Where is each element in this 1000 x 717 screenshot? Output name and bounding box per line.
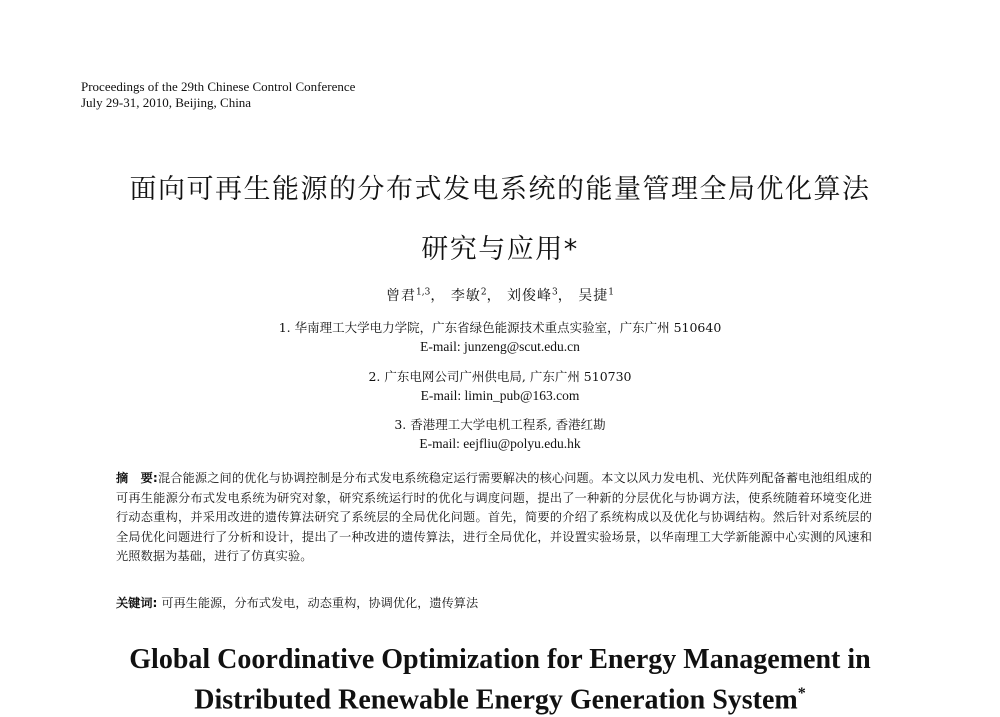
affiliation-1	[0, 318, 1000, 356]
author-name: 李敏	[450, 288, 481, 304]
author-list	[0, 285, 1000, 305]
keywords-text: 可再生能源，分布式发电，动态重构，协调优化，遗传算法	[161, 596, 479, 610]
chinese-title-line-2: 研究与应用*	[421, 234, 579, 265]
conference-date-location: July 29-31, 2010, Beijing, China	[81, 95, 252, 110]
abstract-label: 摘 要:	[116, 471, 158, 485]
conference-name: Proceedings of the 29th Chinese Control Conference	[81, 79, 356, 94]
author-separator: ，	[557, 288, 573, 304]
conference-info	[81, 79, 355, 111]
author-affiliation-mark: 1	[608, 287, 614, 298]
affiliation-text: 2. 广东电网公司广州供电局, 广东广州 510730	[368, 369, 632, 384]
author-affiliation-mark: 3	[552, 287, 558, 298]
keywords-label: 关键词:	[116, 596, 158, 610]
author-name: 曾君	[386, 288, 417, 304]
chinese-title-line-1: 面向可再生能源的分布式发电系统的能量管理全局优化算法	[129, 174, 871, 205]
affiliation-2	[0, 367, 1000, 405]
affiliation-text: 3. 香港理工大学电机工程系, 香港红勘	[394, 417, 606, 432]
english-title-line-2	[0, 677, 1000, 717]
author-affiliation-mark: 2	[480, 287, 487, 298]
affiliation-email: E-mail: junzeng@scut.edu.cn	[420, 339, 580, 354]
abstract	[116, 469, 872, 567]
affiliation-email: E-mail: eejfliu@polyu.edu.hk	[419, 436, 581, 451]
author-name: 吴捷	[578, 288, 609, 304]
author-affiliation-mark: 1,3	[416, 287, 431, 298]
english-title-footnote-mark: *	[797, 685, 806, 702]
english-title-text: Distributed Renewable Energy Generation System	[194, 684, 798, 716]
author-separator: ，	[486, 288, 502, 304]
abstract-text: 混合能源之间的优化与协调控制是分布式发电系统稳定运行需要解决的核心问题。本文以风力发电机、光伏阵列配备蓄电池组组成的可再生能源分布式发电系统为研究对象，研究系统运行时的优化与调度问题，提出了一种新的分层优化与协调方法，使系统随着环境变化进行动态重构，并采用改进的遗传算法研究了系统层的全局优化问题。首先，简要的介绍了系统构成以及优化与协调结构。然后针对系统层的全局优化问题进行了分析和设计，提出了一种改进的遗传算法，进行全局优化，并设置实验场景，以华南理工大学新能源中心实测的风速和光照数据为基础，进行了仿真实验。	[116, 471, 872, 564]
affiliation-email: E-mail: limin_pub@163.com	[420, 388, 580, 403]
affiliation-text: 1. 华南理工大学电力学院，广东省绿色能源技术重点实验室，广东广州 510640	[278, 320, 722, 335]
keywords	[116, 593, 872, 613]
english-title-line-1: Global Coordinative Optimization for Energy Management in	[129, 644, 871, 675]
author-name: 刘俊峰	[507, 288, 553, 304]
author-separator: ，	[430, 288, 446, 304]
affiliation-3	[0, 415, 1000, 453]
